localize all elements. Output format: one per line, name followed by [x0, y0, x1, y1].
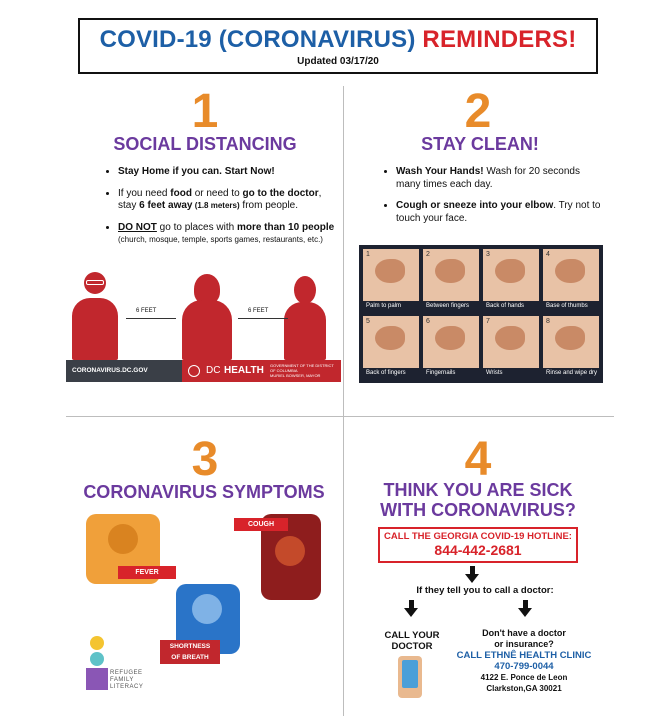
- step-4: [543, 249, 599, 312]
- step-6-number: 6: [426, 318, 430, 325]
- dc-banner: [66, 360, 341, 382]
- vertical-divider: [343, 86, 344, 716]
- step-6: [423, 316, 479, 379]
- step-5-label: Back of fingers: [363, 368, 419, 379]
- q1-b1-text: Stay Home if you can. Start Now!: [118, 166, 275, 177]
- q1-b2-feet: 6 feet away: [139, 200, 193, 211]
- q1-b2-food: food: [170, 187, 192, 199]
- logo-text-1: REFUGEE: [110, 670, 143, 676]
- sob-label: [160, 640, 220, 664]
- sob-person-icon: [192, 594, 222, 624]
- q2-heading: STAY CLEAN!: [421, 134, 539, 154]
- q1-bullet-1: [118, 166, 338, 179]
- phone-screen: [402, 660, 418, 688]
- page-title: [80, 26, 596, 54]
- logo-dot-teal-icon: [90, 652, 104, 666]
- hotline-box: [378, 527, 578, 563]
- arrow-down-left-icon: [404, 600, 418, 617]
- call-line2: DOCTOR: [391, 641, 433, 652]
- banner-gov: GOVERNMENT OF THE DISTRICT OF COLUMBIA: [270, 363, 334, 373]
- q1-bullet-3: [118, 222, 338, 247]
- cough-label: COUGH: [234, 518, 288, 531]
- q2-b2-bold: Cough or sneeze into your elbow: [396, 200, 554, 211]
- logo-text-3: LITERACY: [110, 684, 144, 690]
- q2-bullet-2: [396, 200, 606, 225]
- banner-health: HEALTH: [224, 365, 264, 376]
- hands-icon: [375, 259, 405, 283]
- step-3: [483, 249, 539, 312]
- step-7-label: Wrists: [483, 368, 539, 379]
- clinic-address-1: 4122 E. Ponce de Leon: [480, 673, 568, 682]
- hotline-label: CALL THE GEORGIA COVID-19 HOTLINE:: [384, 531, 572, 542]
- title-blue: COVID-19 (CORONAVIRUS): [99, 26, 416, 53]
- q1-b2-meters: (1.8 meters): [192, 201, 240, 210]
- sob-label-line1: SHORTNESS: [169, 643, 211, 650]
- person-right-head: [294, 276, 316, 304]
- q2-b1-rest: Wash for 20 seconds many times each day.: [396, 166, 580, 190]
- step-8-label: Rinse and wipe dry: [543, 368, 599, 379]
- logo-text: [110, 670, 143, 691]
- hotline-number[interactable]: 844-442-2681: [434, 542, 522, 558]
- arrow-down-right-icon: [518, 600, 532, 617]
- logo-book-icon: [86, 668, 108, 690]
- logo-text-2: FAMILY: [110, 677, 134, 683]
- phone-doctor-icon: [398, 656, 422, 698]
- q3-number: 3: [191, 433, 219, 486]
- clinic-block: [456, 628, 592, 694]
- feet-label-right: 6 FEET: [248, 308, 269, 314]
- arrow-right-distance: [238, 318, 288, 319]
- q4-number: 4: [464, 433, 492, 486]
- q4-heading-line2: WITH CORONAVIRUS?: [380, 500, 576, 520]
- q1-bullets: [100, 166, 338, 256]
- glasses-icon: [86, 280, 104, 285]
- banner-dc: DC: [206, 365, 221, 376]
- hands-icon: [495, 259, 525, 283]
- q2-b2-rest: . Try not to touch your face.: [396, 200, 601, 224]
- q1-b2-mid: or need to: [191, 187, 243, 199]
- person-left-body: [72, 298, 118, 360]
- clinic-phone[interactable]: 470-799-0044: [494, 661, 554, 672]
- q1-b2-pre: If you need: [118, 187, 171, 199]
- step-1: [363, 249, 419, 312]
- hands-icon: [555, 326, 585, 350]
- q4-heading-line1: THINK YOU ARE SICK: [383, 480, 573, 500]
- q1-b2-mid2: , stay: [118, 187, 322, 211]
- title-box: [78, 18, 598, 74]
- q1-b3-more: more than 10 people: [236, 221, 335, 233]
- horizontal-divider: [66, 416, 614, 417]
- q1-b3-mid: go to places with: [156, 221, 237, 233]
- dc-seal-icon: [188, 365, 200, 377]
- if-tell-text: If they tell you to call a doctor:: [416, 585, 554, 596]
- step-4-number: 4: [546, 251, 550, 258]
- step-4-label: Base of thumbs: [543, 301, 599, 312]
- step-1-number: 1: [366, 251, 370, 258]
- no-doctor-line2: or insurance?: [494, 639, 554, 649]
- handwash-steps-grid: [359, 245, 603, 383]
- q2-b1-bold: Wash Your Hands!: [396, 166, 484, 177]
- q1-number: 1: [191, 85, 219, 138]
- step-5-number: 5: [366, 318, 370, 325]
- step-5: [363, 316, 419, 379]
- banner-red-section: [182, 360, 341, 382]
- step-2: [423, 249, 479, 312]
- cough-person-icon: [275, 536, 305, 566]
- q1-b3-donot: DO NOT: [118, 221, 157, 233]
- hands-icon: [375, 326, 405, 350]
- updated-date: Updated 03/17/20: [297, 56, 379, 67]
- q3-heading: CORONAVIRUS SYMPTOMS: [83, 482, 325, 502]
- title-red: REMINDERS!: [422, 26, 577, 53]
- step-2-label: Between fingers: [423, 301, 479, 312]
- q1-b2-end: from people.: [239, 200, 299, 211]
- hands-icon: [435, 259, 465, 283]
- q1-b2-doctor: go to the doctor: [242, 187, 319, 199]
- step-6-label: Fingernails: [423, 368, 479, 379]
- hands-icon: [495, 326, 525, 350]
- arrow-down-icon: [465, 566, 479, 583]
- q2-bullet-1: [396, 166, 606, 191]
- feet-label-left: 6 FEET: [136, 308, 157, 314]
- step-1-label: Palm to palm: [363, 301, 419, 312]
- rfl-logo: [86, 636, 152, 696]
- banner-mayor: MURIEL BOWSER, MAYOR: [270, 373, 321, 378]
- logo-dot-yellow-icon: [90, 636, 104, 650]
- sob-label-line2: OF BREATH: [171, 654, 209, 661]
- fever-label: FEVER: [118, 566, 176, 579]
- clinic-name: CALL ETHNÊ HEALTH CLINIC: [456, 650, 592, 661]
- q2-number: 2: [464, 85, 492, 138]
- step-7-number: 7: [486, 318, 490, 325]
- call-line1: CALL YOUR: [384, 630, 440, 641]
- banner-url: CORONAVIRUS.DC.GOV: [72, 367, 148, 374]
- step-8-number: 8: [546, 318, 550, 325]
- arrow-left-distance: [126, 318, 176, 319]
- q1-b3-small: (church, mosque, temple, sports games, restaurants, etc.): [118, 235, 323, 244]
- hands-icon: [555, 259, 585, 283]
- call-your-doctor: [376, 630, 448, 652]
- step-3-number: 3: [486, 251, 490, 258]
- person-right-body: [284, 302, 326, 360]
- q1-bullet-2: [118, 188, 338, 213]
- q1-heading: SOCIAL DISTANCING: [113, 134, 297, 154]
- fever-person-icon: [108, 524, 138, 554]
- step-3-label: Back of hands: [483, 301, 539, 312]
- person-center-body: [182, 300, 232, 360]
- q2-bullets: [378, 166, 606, 234]
- step-8: [543, 316, 599, 379]
- no-doctor-line1: Don't have a doctor: [482, 628, 566, 638]
- q4-heading: [372, 480, 584, 520]
- hands-icon: [435, 326, 465, 350]
- step-2-number: 2: [426, 251, 430, 258]
- step-7: [483, 316, 539, 379]
- clinic-address-2: Clarkston,GA 30021: [486, 684, 562, 693]
